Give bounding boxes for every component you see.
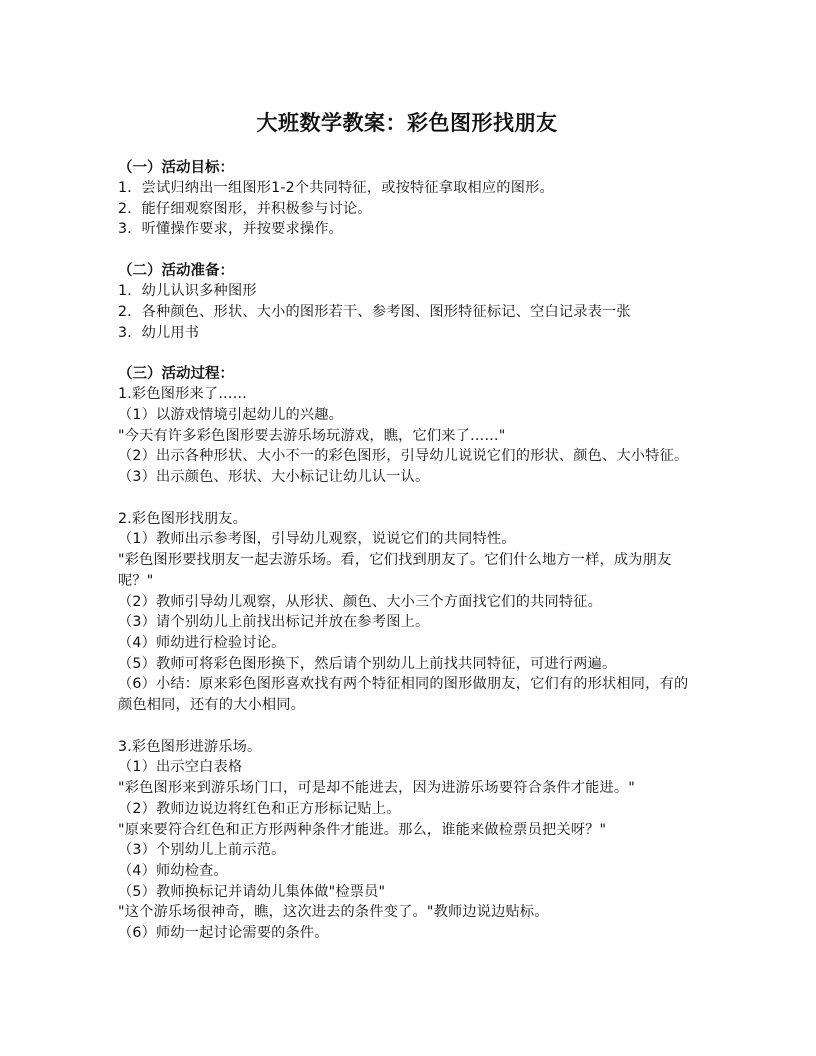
text-line: "彩色图形来到游乐场门口，可是却不能进去，因为进游乐场要符合条件才能进。"	[118, 780, 636, 797]
section-activity-preparation	[118, 261, 696, 343]
text-line: （1）教师出示参考图，引导幼儿观察，说说它们的共同特性。	[118, 531, 516, 548]
text-line: "原来要符合红色和正方形两种条件才能进。那么，谁能来做检票员把关呀？"	[118, 821, 607, 838]
text-line: 2.彩色图形找朋友。	[118, 510, 248, 527]
text-line: 3.彩色图形进游乐场。	[118, 738, 262, 755]
text-line: （6）小结：原来彩色图形喜欢找有两个特征相同的图形做朋友，它们有的形状相同，有的颜色相同，还有的大小相同。	[118, 676, 689, 714]
text-line: "今天有许多彩色图形要去游乐场玩游戏，瞧，它们来了……"	[118, 427, 506, 444]
section-activity-goals	[118, 158, 696, 240]
process-step-2	[118, 509, 696, 716]
text-line: 1．尝试归纳出一组图形1-2个共同特征，或按特征拿取相应的图形。	[118, 180, 554, 196]
section-activity-process	[118, 364, 696, 944]
text-line: （5）教师换标记并请幼儿集体做"检票员"	[118, 883, 386, 900]
text-line: （5）教师可将彩色图形换下，然后请个别幼儿上前找共同特征，可进行两遍。	[118, 655, 617, 672]
text-line: 3．幼儿用书	[118, 324, 200, 341]
text-line: "这个游乐场很神奇，瞧，这次进去的条件变了。"教师边说边贴标。	[118, 904, 549, 921]
document-page	[118, 108, 696, 965]
text-line: （4）师幼进行检验讨论。	[118, 634, 286, 651]
text-line: 1．幼儿认识多种图形	[118, 283, 257, 300]
text-line: （2）教师边说边将红色和正方形标记贴上。	[118, 800, 401, 817]
text-line: （3）出示颜色、形状、大小标记让幼儿认一认。	[118, 469, 430, 486]
text-line: （3）个别幼儿上前示范。	[118, 842, 286, 859]
text-line: 1.彩色图形来了……	[118, 386, 248, 403]
process-step-3	[118, 737, 696, 944]
section-heading: （二）活动准备：	[118, 262, 234, 280]
section-heading: （三）活动过程：	[118, 365, 234, 383]
process-step-1	[118, 384, 696, 488]
text-line: 2．各种颜色、形状、大小的图形若干、参考图、图形特征标记、空白记录表一张	[118, 303, 631, 320]
text-line: （6）师幼一起讨论需要的条件。	[118, 925, 329, 942]
text-line: 3．听懂操作要求，并按要求操作。	[118, 221, 344, 238]
text-line: 2．能仔细观察图形，并积极参与讨论。	[118, 200, 372, 217]
document-title: 大班数学教案：彩色图形找朋友	[256, 110, 558, 135]
text-line: "彩色图形要找朋友一起去游乐场。看，它们找到朋友了。它们什么地方一样，成为朋友呢？"	[118, 552, 672, 589]
text-line: （1）以游戏情境引起幼儿的兴趣。	[118, 406, 344, 423]
text-line: （4）师幼检查。	[118, 862, 228, 879]
text-line: （2）出示各种形状、大小不一的彩色图形，引导幼儿说说它们的形状、颜色、大小特征。	[118, 448, 689, 465]
text-line: （2）教师引导幼儿观察，从形状、颜色、大小三个方面找它们的共同特征。	[118, 593, 603, 610]
text-line: （3）请个别幼儿上前找出标记并放在参考图上。	[118, 614, 430, 631]
text-line: （1）出示空白表格	[118, 759, 243, 776]
section-heading: （一）活动目标：	[118, 159, 234, 176]
